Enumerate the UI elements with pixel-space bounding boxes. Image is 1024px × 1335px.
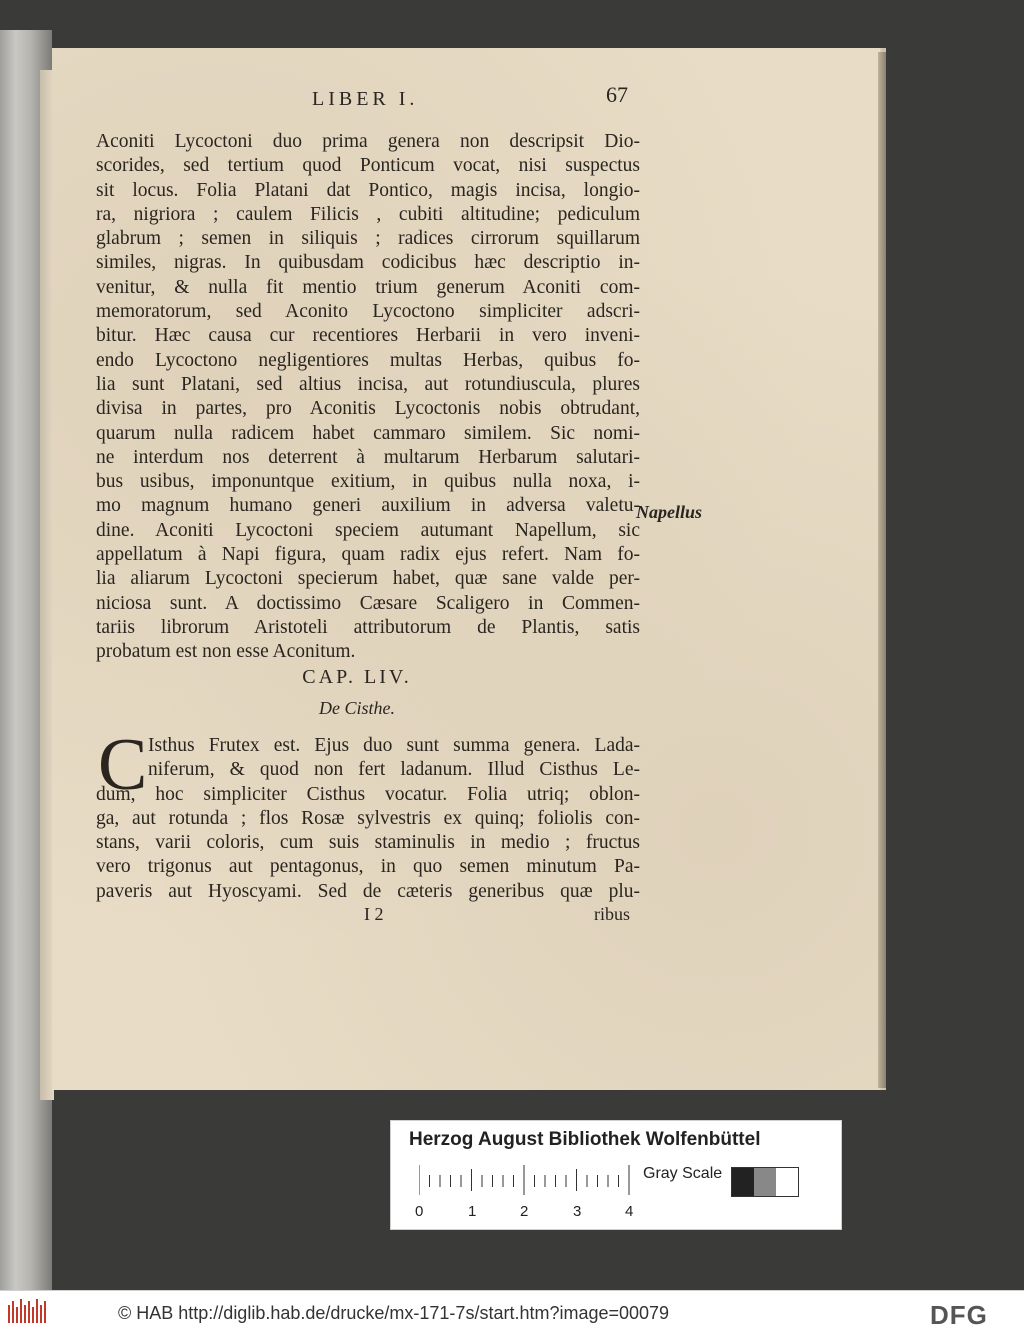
running-head: LIBER I. [312, 88, 419, 110]
page-edge-shadow [878, 52, 886, 1088]
previous-page-edge [0, 30, 52, 1290]
text-line: bitur. Hæc causa cur recentiores Herbarii in vero inveni- [96, 325, 640, 347]
ruler-label: 0 [415, 1203, 424, 1220]
text-line: mo magnum humano generi auxilium in adversa valetu- [96, 495, 640, 517]
text-line: stans, varii coloris, cum suis staminulis in medio ; fructus [96, 832, 640, 854]
ruler-label: 1 [468, 1203, 477, 1220]
gray-scale-swatches [731, 1167, 799, 1197]
catchword: ribus [594, 904, 630, 924]
text-line: appellatum à Napi figura, quam radix ejus refert. Nam fo- [96, 544, 640, 566]
drop-initial: C [98, 724, 148, 806]
gray-swatch-mid [754, 1168, 776, 1196]
library-name: Herzog August Bibliothek Wolfenbüttel [409, 1129, 761, 1150]
text-line: dum, hoc simpliciter Cisthus vocatur. Folia utriq; oblon- [96, 783, 640, 805]
text-line: sit locus. Folia Platani dat Pontico, magis incisa, longio- [96, 179, 640, 201]
text-line: lia aliarum Lycoctoni specierum habet, quæ sane valde per- [96, 568, 640, 590]
gray-scale-label: Gray Scale [643, 1165, 723, 1182]
chapter-title-text: CAP. LIV. [302, 666, 412, 688]
text-line: similes, nigras. In quibusdam codicibus hæc descriptio in- [96, 252, 640, 274]
footer-bar [0, 1290, 1024, 1335]
ruler [419, 1165, 633, 1199]
dfg-logo: DFG [930, 1300, 988, 1330]
page-number: 67 [606, 82, 628, 107]
chapter-subtitle [0, 698, 1024, 719]
chapter-title [0, 666, 1024, 689]
text-line: probatum est non esse Aconitum. [96, 641, 356, 663]
text-line: scorides, sed tertium quod Ponticum vocat, nisi suspectus [96, 155, 640, 177]
signature-mark: I 2 [364, 904, 384, 924]
text-line: glabrum ; semen in siliquis ; radices cirrorum squillarum [96, 228, 640, 250]
text-line: divisa in partes, pro Aconitis Lycoctonis nobis obtrudant, [96, 398, 640, 420]
text-line: paveris aut Hyoscyami. Sed de cæteris generibus quæ plu- [96, 880, 640, 902]
text-line: quarum nulla radicem habet cammaro similem. Sic nomi- [96, 422, 640, 444]
text-line: dine. Aconiti Lycoctoni speciem autumant Napellum, sic [96, 519, 640, 541]
ruler-label: 2 [520, 1203, 529, 1220]
chapter-subtitle-text: De Cisthe. [319, 698, 395, 718]
text-line: ga, aut rotunda ; flos Rosæ sylvestris ex quinq; foliolis con- [96, 807, 640, 829]
gray-swatch-dark [732, 1168, 754, 1196]
chapter-body [96, 734, 640, 904]
text-line: niciosa sunt. A doctissimo Cæsare Scaligero in Commen- [96, 592, 640, 614]
text-line: ra, nigriora ; caulem Filicis , cubiti altitudine; pediculum [96, 203, 640, 225]
text-line: tariis librorum Aristoteli attributorum de Plantis, satis [96, 616, 640, 638]
text-line: endo Lycoctono negligentiores multas Herbas, quibus fo- [96, 349, 640, 371]
text-line: vero trigonus aut pentagonus, in quo semen minutum Pa- [96, 856, 640, 878]
text-line: niferum, & quod non fert ladanum. Illud Cisthus Le- [148, 759, 640, 781]
ruler-label: 4 [625, 1203, 634, 1220]
text-line: lia sunt Platani, sed altius incisa, aut rotundiuscula, plures [96, 373, 640, 395]
text-line: ne interdum nos deterrent à multarum Herbarum salutari- [96, 446, 640, 468]
main-text-block [96, 130, 640, 665]
text-line: memoratorum, sed Aconito Lycoctono simpliciter adscri- [96, 301, 640, 323]
barcode-icon [8, 1299, 46, 1330]
margin-note: Napellus [636, 502, 703, 522]
text-line: Isthus Frutex est. Ejus duo sunt summa genera. Lada- [148, 735, 640, 756]
copyright-link[interactable]: © HAB http://diglib.hab.de/drucke/mx-171-7s/start.htm?image=00079 [118, 1303, 670, 1323]
text-line: Aconiti Lycoctoni duo prima genera non descripsit Dio- [96, 131, 640, 152]
color-scale-card [390, 1120, 842, 1230]
text-line: venitur, & nulla fit mentio trium generum Aconiti com- [96, 276, 640, 298]
text-line: bus usibus, imponuntque exitium, in quibus nulla noxa, i- [96, 471, 640, 493]
ruler-label: 3 [573, 1203, 582, 1220]
gray-swatch-light [776, 1168, 798, 1196]
